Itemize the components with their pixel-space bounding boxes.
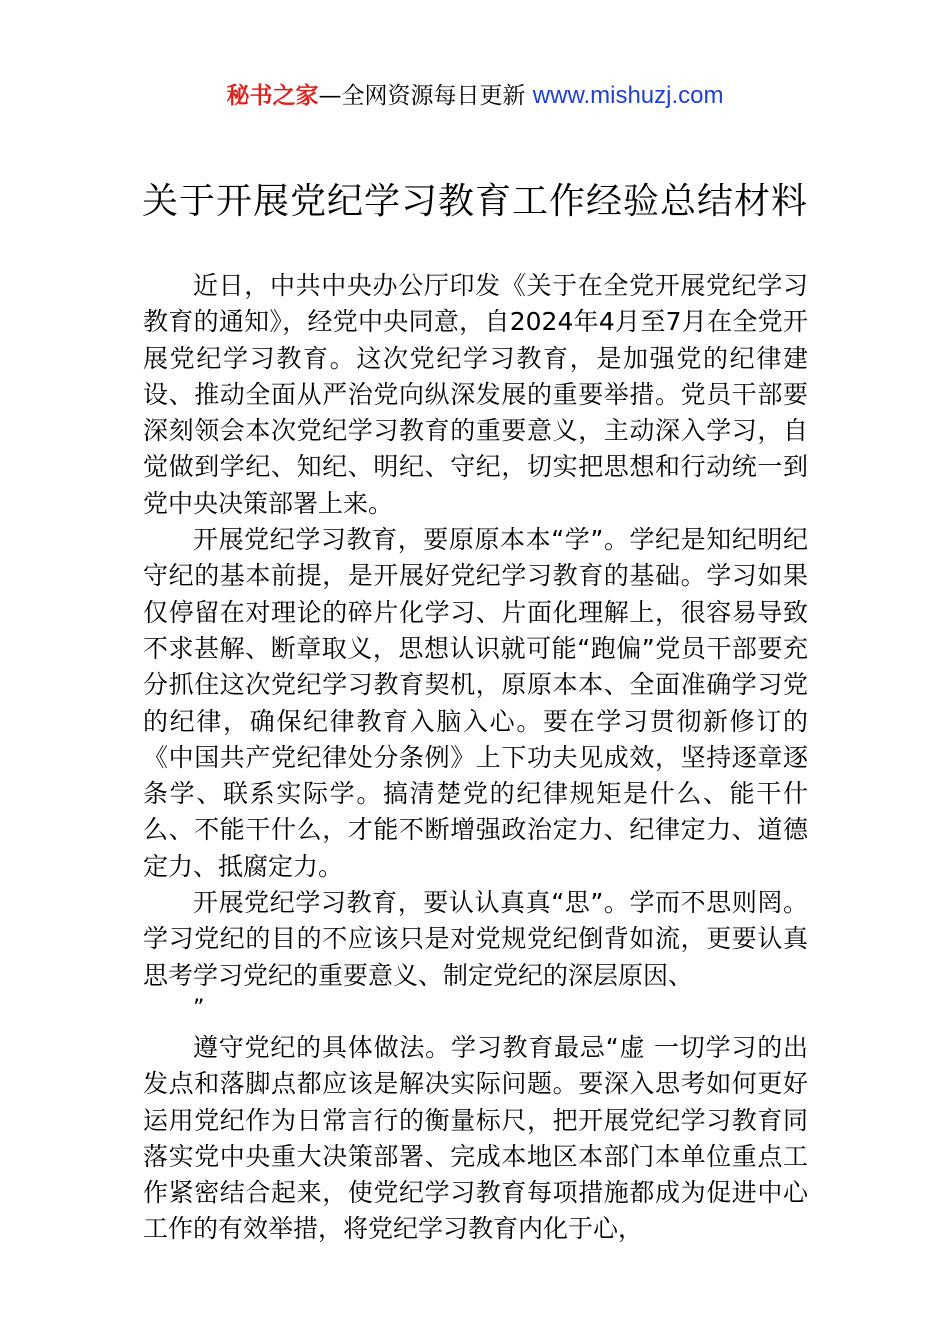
site-tagline: —全网资源每日更新 — [318, 83, 533, 109]
document-title: 关于开展党纪学习教育工作经验总结材料 — [141, 181, 808, 222]
site-url-link[interactable]: www.mishuzj.com — [532, 82, 724, 109]
site-header — [0, 80, 950, 112]
document-body — [143, 268, 808, 1248]
paragraph-2: 开展党纪学习教育，要原原本本“学”。学纪是知纪明纪守纪的基本前提，是开展好党纪学习教育的基础。学习如果仅停留在对理论的碎片化学习、片面化理解上，很容易导致不求甚解、断章取义，思想认识就可能“跑偏”党员干部要充分抓住这次党纪学习教育契机，原原本本、全面准确学习党的纪律，确保纪律教育入脑入心。要在学习贯彻新修订的《中国共产党纪律处分条例》上下功夫见成效，坚持逐章逐条学、联系实际学。搞清楚党的纪律规矩是什么、能干什么、不能干什么，才能不断增强政治定力、纪律定力、道德定力、抵腐定力。 — [143, 525, 808, 881]
paragraph-1: 近日，中共中央办公厅印发《关于在全党开展党纪学习教育的通知》，经党中央同意，自2024年4月至7月在全党开展党纪学习教育。这次党纪学习教育，是加强党的纪律建设、推动全面从严治党向纵深发展的重要举措。党员干部要深刻领会本次党纪学习教育的重要意义，主动深入学习，自觉做到学纪、知纪、明纪、守纪，切实把思想和行动统一到党中央决策部署上来。 — [143, 271, 808, 518]
paragraph-4: 遵守党纪的具体做法。学习教育最忌“虚 一切学习的出发点和落脚点都应该是解决实际问题。要深入思考如何更好运用党纪作为日常言行的衡量标尺，把开展党纪学习教育同落实党中央重大决策部署、完成本地区本部门本单位重点工作紧密结合起来，使党纪学习教育每项措施都成为促进中心工作的有效举措，将党纪学习教育内化于心， — [143, 1032, 808, 1244]
site-brand: 秘书之家 — [226, 83, 319, 109]
paragraph-3: 开展党纪学习教育，要认认真真“思”。学而不思则罔。学习党纪的目的不应该只是对党规党纪倒背如流，更要认真思考学习党纪的重要意义、制定党纪的深层原因、 — [143, 888, 808, 990]
stray-quote-mark: ” — [193, 995, 205, 1021]
